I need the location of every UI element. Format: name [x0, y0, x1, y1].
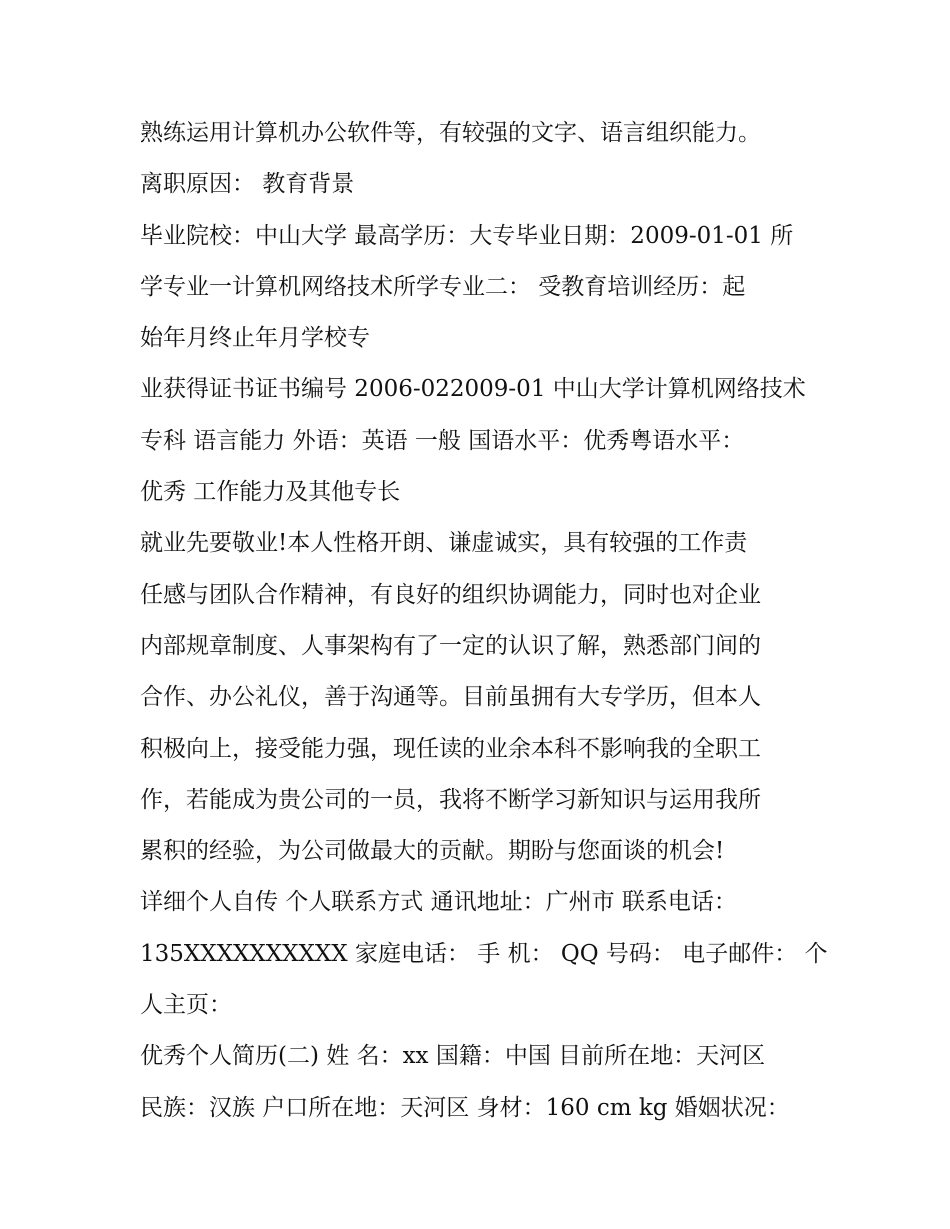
text-line-major: 学专业一计算机网络技术所学专业二： 受教育培训经历：起 — [140, 273, 746, 300]
document-body — [140, 108, 828, 1134]
text-line-self-intro-1: 就业先要敬业!本人性格开朗、谦虚诚实，具有较强的工作责 — [140, 530, 748, 557]
text-line-contact-header: 详细个人自传 个人联系方式 通讯地址：广州市 联系电话： — [140, 889, 737, 916]
text-line-certificate: 业获得证书证书编号 2006-022009-01 中山大学计算机网络技术 — [140, 376, 806, 403]
text-line-ethnicity: 民族：汉族 户口所在地：天河区 身材：160 cm kg 婚姻状况： — [140, 1094, 790, 1121]
text-line-self-intro-3: 内部规章制度、人事架构有了一定的认识了解，熟悉部门间的 — [140, 632, 761, 659]
text-line-school: 毕业院校：中山大学 最高学历：大专毕业日期：2009-01-01 所 — [140, 222, 794, 249]
text-line-abilities-header: 优秀 工作能力及其他专长 — [140, 479, 401, 506]
text-line-language: 专科 语言能力 外语：英语 一般 国语水平：优秀粤语水平： — [140, 427, 745, 454]
text-line-self-intro-7: 累积的经验，为公司做最大的贡献。期盼与您面谈的机会! — [140, 838, 725, 865]
text-line-training-header: 始年月终止年月学校专 — [140, 325, 370, 352]
text-line-self-intro-5: 积极向上，接受能力强，现任读的业余本科不影响我的全职工 — [140, 735, 761, 762]
text-line-leave-reason: 离职原因： 教育背景 — [140, 171, 355, 198]
text-line-self-intro-6: 作，若能成为贵公司的一员，我将不断学习新知识与运用我所 — [140, 786, 761, 813]
text-line-resume-two: 优秀个人简历(二) 姓 名：xx 国籍：中国 目前所在地：天河区 — [140, 1043, 766, 1070]
text-line-self-intro-4: 合作、办公礼仪，善于沟通等。目前虽拥有大专学历，但本人 — [140, 684, 761, 711]
text-line-contact-phones: 135XXXXXXXXXX 家庭电话： 手 机： QQ 号码： 电子邮件： 个 — [140, 940, 828, 967]
text-line-self-intro-2: 任感与团队合作精神，有良好的组织协调能力，同时也对企业 — [140, 581, 761, 608]
text-line-homepage: 人主页： — [140, 992, 232, 1019]
text-line-skills: 熟练运用计算机办公软件等，有较强的文字、语言组织能力。 — [140, 120, 761, 146]
